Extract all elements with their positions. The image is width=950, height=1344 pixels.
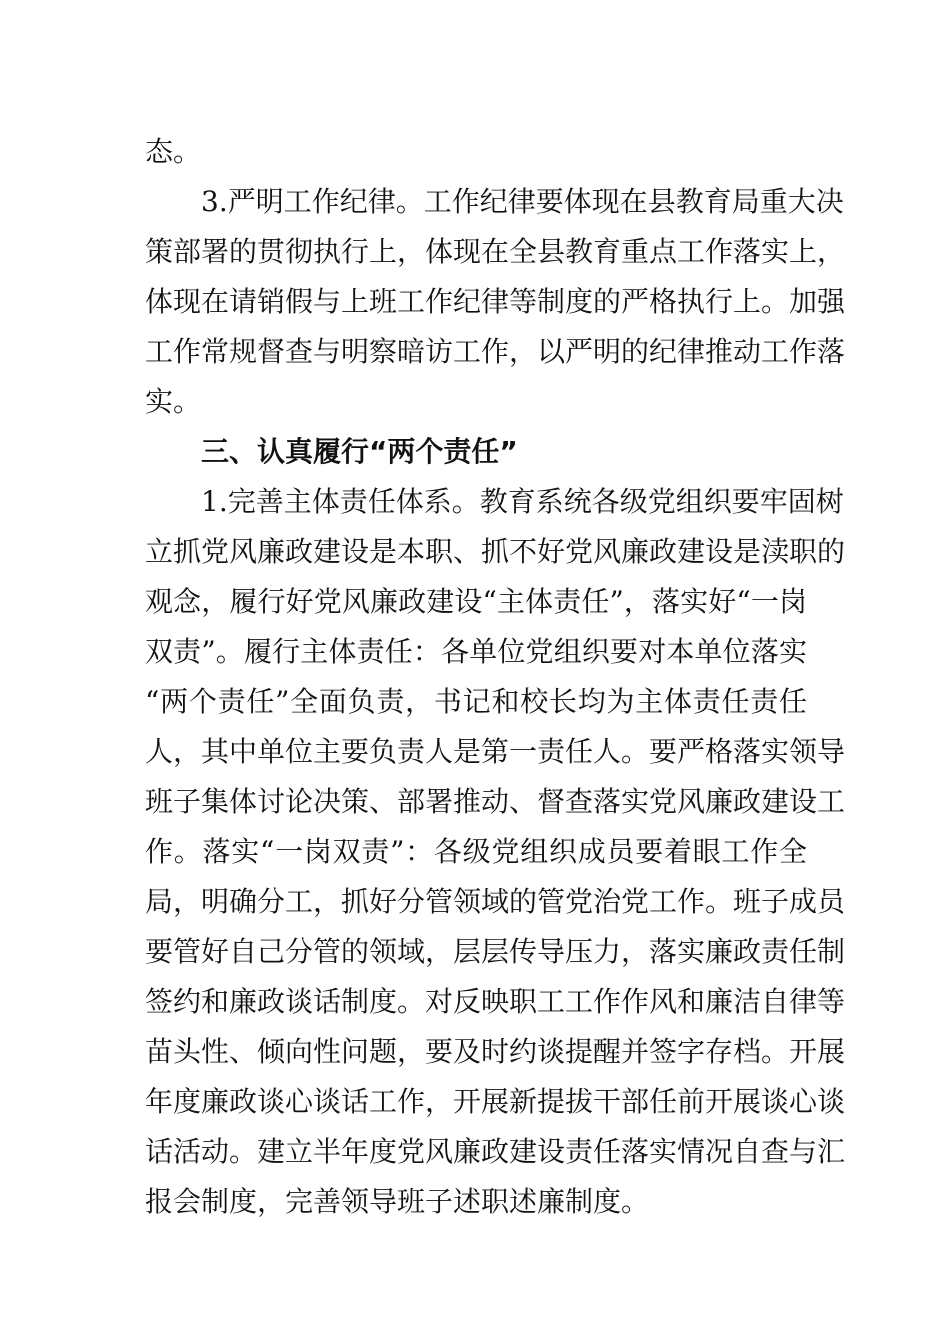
paragraph-line: 签约和廉政谈话制度。对反映职工工作作风和廉洁自律等: [145, 985, 846, 1018]
paragraph-line: 体现在请销假与上班工作纪律等制度的严格执行上。加强: [145, 285, 846, 318]
paragraph-line: 实。: [145, 385, 202, 418]
paragraph-line: 1.完善主体责任体系。教育系统各级党组织要牢固树: [201, 485, 844, 518]
paragraph-line: 双责”。履行主体责任：各单位党组织要对本单位落实: [145, 635, 807, 668]
paragraph-line: 3.严明工作纪律。工作纪律要体现在县教育局重大决: [201, 185, 844, 218]
paragraph-line: 人，其中单位主要负责人是第一责任人。要严格落实领导: [145, 735, 846, 768]
paragraph-line: 作。落实“一岗双责”：各级党组织成员要着眼工作全: [145, 835, 807, 868]
paragraph-line: 苗头性、倾向性问题，要及时约谈提醒并签字存档。开展: [145, 1035, 846, 1068]
section-heading: 三、认真履行“两个责任”: [201, 435, 518, 468]
paragraph-line: “两个责任”全面负责，书记和校长均为主体责任责任: [145, 685, 807, 718]
paragraph-line: 态。: [145, 135, 202, 168]
paragraph-line: 要管好自己分管的领域，层层传导压力，落实廉政责任制: [145, 935, 846, 968]
paragraph-line: 策部署的贯彻执行上，体现在全县教育重点工作落实上，: [145, 235, 846, 268]
paragraph-line: 工作常规督查与明察暗访工作，以严明的纪律推动工作落: [145, 335, 846, 368]
paragraph-line: 局，明确分工，抓好分管领域的管党治党工作。班子成员: [145, 885, 846, 918]
paragraph-line: 报会制度，完善领导班子述职述廉制度。: [145, 1185, 650, 1218]
paragraph-line: 话活动。建立半年度党风廉政建设责任落实情况自查与汇: [145, 1135, 846, 1168]
paragraph-line: 观念，履行好党风廉政建设“主体责任”，落实好“一岗: [145, 585, 807, 618]
paragraph-line: 立抓党风廉政建设是本职、抓不好党风廉政建设是渎职的: [145, 535, 846, 568]
paragraph-line: 班子集体讨论决策、部署推动、督查落实党风廉政建设工: [145, 785, 846, 818]
paragraph-line: 年度廉政谈心谈话工作，开展新提拔干部任前开展谈心谈: [145, 1085, 846, 1118]
